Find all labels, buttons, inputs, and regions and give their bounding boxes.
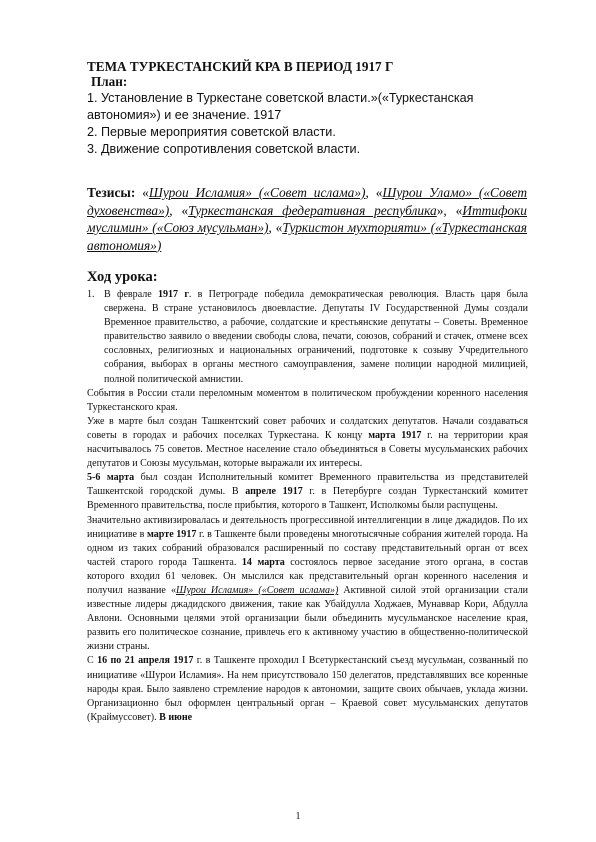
lesson-heading: Ход урока: [87,269,158,285]
text-run: г. в Петербурге создан Туркестанский комитет Временного правительства, после прибытия, которого в Ташкент, Исполкомы были распущены. [87,486,528,512]
thesis-punct: , [365,185,376,200]
page-number: 1 [295,811,301,822]
plan-heading: План: [91,74,128,89]
text-run: . в Петрограде победила демократическая революция. Власть царя была свержена. В стране установилось двоевластие. Депутаты IV Государственной Думы создали Временное правительство, а рабочие, солдатские и крестьянские депутаты – Советы. Временное правительство заявило о введении свободы слова, печати, союзов, собраний и стачек, отмене всех сословных, религиозных и национальных ограничений, подготовке к созыву Учредительного собрания, выборах в органы местного самоуправления, замене полиции народной милицией, полной политической амнистии. [104,289,529,385]
thesis-term: Шурои Исламия» («Совет ислама») [148,185,366,200]
theses-block [87,184,527,254]
thesis-punct: , [268,220,276,235]
text-run: В феврале [104,289,158,300]
date-emphasis: 1917 г [157,289,189,300]
text-run: г. в Ташкенте проходил I Всетуркестанский съезд мусульман, созванный по инициативе «Шурои Исламия». На нем присутствовало 150 делегатов, представлявших все коренные народы края. Было заявлено стремление народов к автономии, защите своих обычаев, уклада жизни. Организационно был оформлен центральный орган – Краевой совет мусульманских депутатов (Краймуссовет). [87,655,529,723]
theses-label: Тезисы: [87,185,136,200]
text-run: г. на территории края насчитывалось 75 советов. Местное население стало объединяться в Советы мусульманских рабочих депутатов и Союзы мусульман, которые выражали их интересы. [87,429,528,470]
plan-line: 3. Движение сопротивления советской власти. [87,142,361,156]
date-emphasis: 16 по 21 апреля 1917 [97,655,194,667]
plan-list [87,90,527,158]
thesis-term: Шурои Уламо» («Совет духовенства») [87,185,527,218]
text-run: Активной силой этой организации стали известные лидеры джадидского движения, такие как Убайдулла Ходжаев, Мунаввар Кори, Абдулла Авлони. Основными целями этой организации были объединить мусульманское население края, развить его политическое сознание, привлечь его к активному участию в общественно-политической жизни страны. [87,584,529,653]
thesis-punct: , [169,202,182,218]
plan-line: 1. Установление в Туркестане советской власти.»(«Туркестанская [87,91,474,105]
term-underlined: Шурои Исламия» («Совет ислама») [175,584,339,596]
date-emphasis: марта 1917 [368,429,422,441]
paragraph [87,415,528,471]
thesis-punct: « [455,202,463,218]
item-text [104,288,528,387]
text-run: С [87,655,98,667]
plan-line: автономия») и ее значение. 1917 [87,108,282,122]
thesis-punct: « [135,185,149,200]
thesis-punct: « [275,220,283,235]
thesis-punct: « [181,202,189,218]
thesis-term: Туркистон мухторияти» («Туркестанская автономия») [87,220,527,253]
item-number: 1. [87,289,95,300]
thesis-term: Иттифоки муслимин» («Союз мусульман») [87,202,527,235]
text-run: Значительно активизировалась и деятельность прогрессивной интеллигенции в лице джадидов. По их инициативе в [87,514,528,540]
text-run: состоялось первое заседание этого органа, в состав которого входил 61 человек. Он мыслился как представительный орган коренного населения и получил название « [87,556,528,596]
thesis-punct: », [436,202,456,218]
paragraph [87,514,528,655]
numbered-item [87,288,528,387]
page-title: ТЕМА ТУРКЕСТАНСКИЙ КРА В ПЕРИОД 1917 Г [87,59,394,74]
thesis-term: Туркестанская федеративная республика [188,202,437,218]
date-emphasis: 5-6 марта [87,472,135,484]
date-emphasis: 14 марта [241,556,285,568]
paragraph [87,654,528,724]
text-run: Уже в марте был создан Ташкентский совет рабочих и солдатских депутатов. Начали создаваться советы в городах и рабочих поселках Туркестана. К концу [87,415,528,441]
date-emphasis: марте 1917 [147,528,197,540]
paragraph [87,471,528,513]
plan-line: 2. Первые мероприятия советской власти. [87,125,336,139]
date-emphasis: апреле 1917 [245,486,303,498]
lesson-body [87,288,528,725]
date-emphasis: В июне [159,711,193,723]
text-run: г. в Ташкенте были проведены многотысячные собрания жителей города. На одном из таких собраний образовался расширенный по составу представительный орган от всех частей старого города Ташкента. [87,528,528,568]
paragraph: События в России стали переломным моментом в политическом пробуждении коренного населения Туркестанского края. [87,387,528,413]
text-run: был создан Исполнительный комитет Временного правительства из представителей Ташкентской городской думы. В [87,472,528,498]
thesis-punct: « [375,185,383,200]
